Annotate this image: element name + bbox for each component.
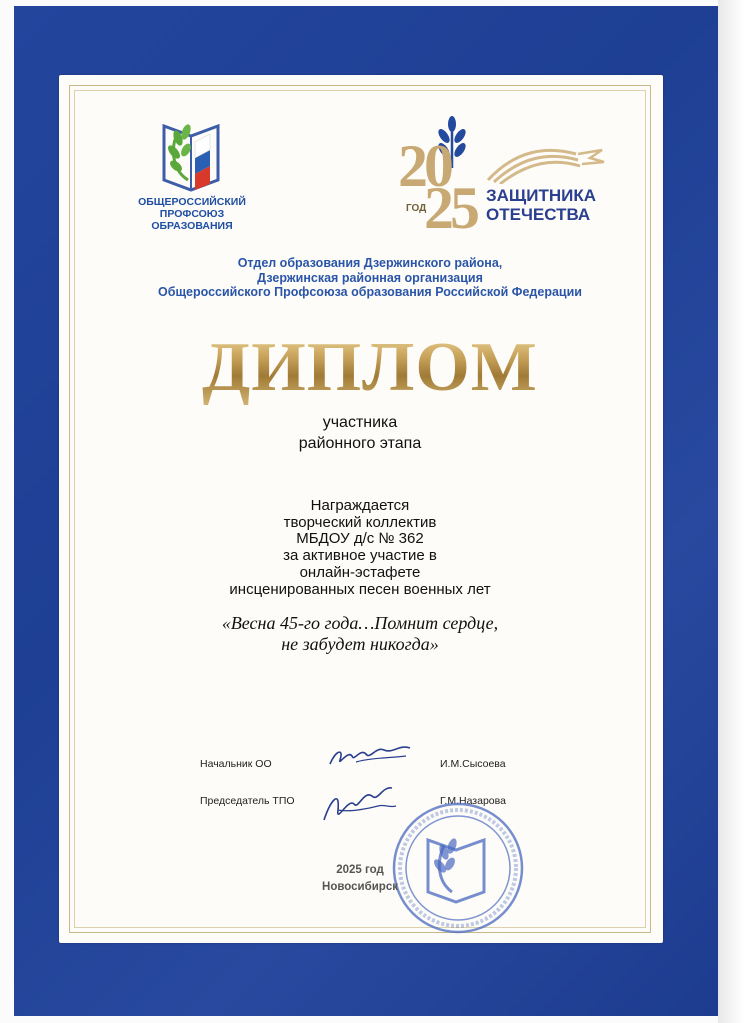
- subtitle-line2: районного этапа: [298, 435, 422, 452]
- department-line3: Общероссийского Профсоюза образования Российской Федерации: [158, 285, 582, 299]
- event-quote: [150, 613, 570, 655]
- award-line6: инсценированных песен военных лет: [229, 580, 491, 598]
- award-line1: Награждается: [310, 497, 410, 514]
- year-title-line1: ЗАЩИТНИКА: [486, 186, 597, 205]
- signature-role-1: Начальник ОО: [200, 758, 272, 770]
- department-line1: Отдел образования Дзержинского района,: [237, 256, 503, 270]
- footer: [290, 862, 430, 896]
- union-logo-icon: [158, 118, 224, 196]
- award-text: [150, 498, 570, 598]
- quote-line1: «Весна 45-го года…Помнит сердце,: [221, 613, 499, 633]
- subtitle-block: [200, 412, 520, 454]
- year-word: ГОД: [406, 203, 427, 214]
- award-line3: МБДОУ д/с № 362: [296, 530, 424, 548]
- union-name: [112, 196, 272, 232]
- diploma-title: ДИПЛОМ: [130, 328, 610, 408]
- signature-name-2: Г.М.Назарова: [440, 795, 506, 807]
- award-line2: творческий коллектив: [283, 513, 437, 531]
- department-block: [120, 256, 620, 300]
- scan-edge: [718, 0, 744, 1023]
- year-digits-bottom: 25: [424, 175, 476, 241]
- signature-1-icon: [326, 738, 416, 772]
- award-line4: за активное участие в: [283, 547, 437, 565]
- footer-city: Новосибирск: [322, 881, 398, 893]
- award-line5: онлайн-эстафете: [299, 563, 421, 581]
- year-title-line2: ОТЕЧЕСТВА: [486, 205, 591, 224]
- year-digits-top: 20: [398, 133, 450, 199]
- signature-role-2: Председатель ТПО: [200, 795, 295, 807]
- union-name-line1: ОБЩЕРОССИЙСКИЙ: [138, 196, 246, 208]
- union-name-line2: ПРОФСОЮЗ: [159, 208, 225, 220]
- department-line2: Дзержинская районная организация: [257, 270, 483, 285]
- footer-year: 2025 год: [336, 864, 384, 876]
- subtitle-line1: участника: [322, 414, 398, 431]
- signature-name-1: И.М.Сысоева: [440, 758, 506, 770]
- union-name-line3: ОБРАЗОВАНИЯ: [151, 220, 233, 232]
- flag-waves-icon: [486, 140, 606, 184]
- quote-line2: не забудет никогда»: [281, 634, 439, 654]
- year-title: [486, 186, 606, 224]
